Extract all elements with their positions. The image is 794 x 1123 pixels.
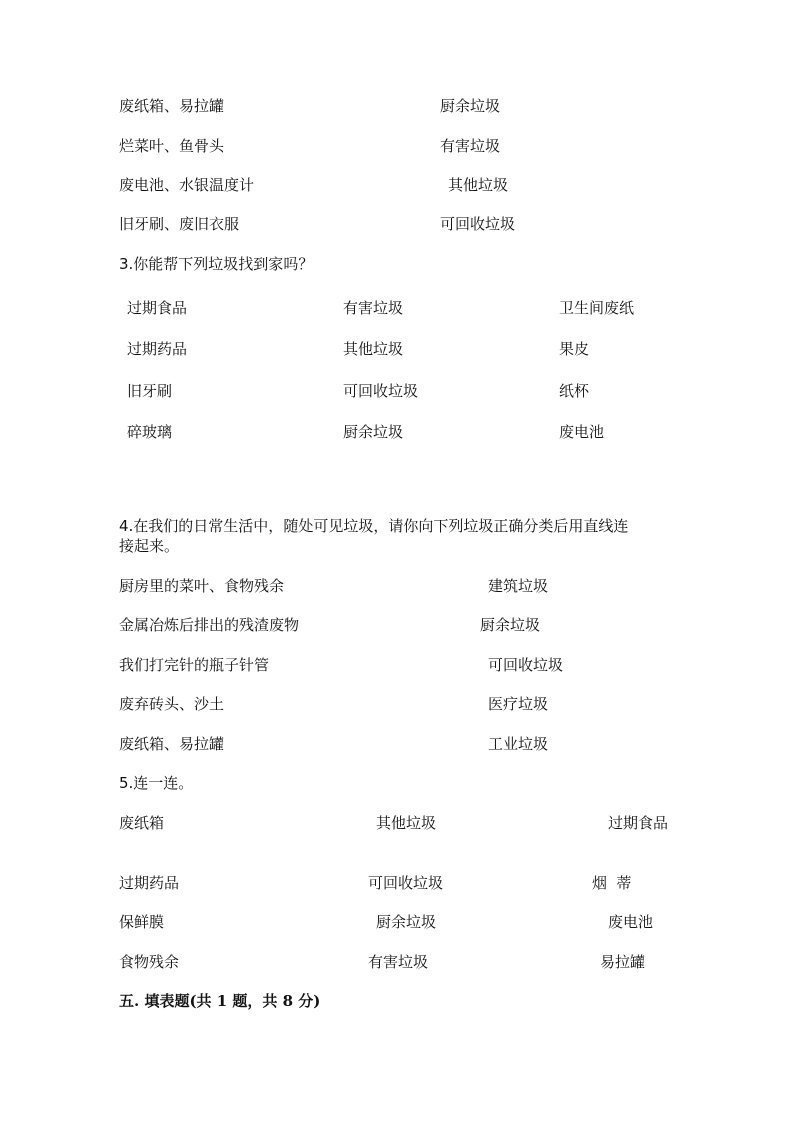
q2-right-item: 厨余垃圾 [440, 97, 501, 115]
q4-title [119, 512, 628, 556]
section-heading: 五. 填表题(共 1 题，共 8 分) [119, 992, 321, 1010]
q3-col2-item: 可回收垃圾 [343, 382, 419, 400]
q5-col2-item: 厨余垃圾 [376, 913, 437, 931]
q4-right-item: 工业垃圾 [488, 735, 549, 753]
q3-col1-item: 过期食品 [127, 299, 188, 317]
q2-right-item: 可回收垃圾 [440, 215, 516, 233]
q5-col1-item: 食物残余 [119, 953, 180, 971]
q5-col1-item: 废纸箱 [119, 814, 165, 832]
q4-left-item: 厨房里的菜叶、食物残余 [119, 577, 285, 595]
q3-col1-item: 碎玻璃 [127, 423, 173, 441]
q5-col3-item: 废电池 [608, 913, 654, 931]
q2-left-item: 旧牙刷、废旧衣服 [119, 215, 240, 233]
q4-title-line2: 接起来。 [119, 537, 180, 555]
q5-col3-item: 过期食品 [608, 814, 669, 832]
q2-left-item: 烂菜叶、鱼骨头 [119, 137, 225, 155]
q4-left-item: 金属冶炼后排出的残渣废物 [119, 616, 300, 634]
q5-title: 5.连一连。 [119, 774, 194, 792]
q3-col1-item: 过期药品 [127, 340, 188, 358]
q4-right-item: 医疗垃圾 [488, 695, 549, 713]
q4-right-item: 厨余垃圾 [480, 616, 541, 634]
q5-col1-item: 保鲜膜 [119, 913, 165, 931]
q2-left-item: 废电池、水银温度计 [119, 176, 255, 194]
q3-title: 3.你能帮下列垃圾找到家吗？ [119, 255, 314, 273]
q3-col2-item: 有害垃圾 [343, 299, 404, 317]
q5-col2-item: 可回收垃圾 [368, 874, 444, 892]
q2-right-item: 其他垃圾 [448, 176, 509, 194]
q5-col2-item: 其他垃圾 [376, 814, 437, 832]
q5-col2-item: 有害垃圾 [368, 953, 429, 971]
q4-right-item: 建筑垃圾 [488, 577, 549, 595]
q5-col3-item: 烟 蒂 [592, 874, 632, 892]
q3-col3-item: 废电池 [559, 423, 605, 441]
q4-left-item: 废纸箱、易拉罐 [119, 735, 225, 753]
q4-title-line1: 4.在我们的日常生活中，随处可见垃圾，请你向下列垃圾正确分类后用直线连 [119, 517, 629, 535]
q4-left-item: 废弃砖头、沙土 [119, 695, 225, 713]
q3-col3-item: 果皮 [559, 340, 590, 358]
q3-col2-item: 其他垃圾 [343, 340, 404, 358]
q4-right-item: 可回收垃圾 [488, 656, 564, 674]
q4-left-item: 我们打完针的瓶子针管 [119, 656, 270, 674]
q2-right-item: 有害垃圾 [440, 137, 501, 155]
q3-col2-item: 厨余垃圾 [343, 423, 404, 441]
q5-col3-item: 易拉罐 [600, 953, 646, 971]
q2-left-item: 废纸箱、易拉罐 [119, 97, 225, 115]
q3-col3-item: 纸杯 [559, 382, 590, 400]
q5-col1-item: 过期药品 [119, 874, 180, 892]
q3-col1-item: 旧牙刷 [127, 382, 173, 400]
q3-col3-item: 卫生间废纸 [559, 299, 635, 317]
